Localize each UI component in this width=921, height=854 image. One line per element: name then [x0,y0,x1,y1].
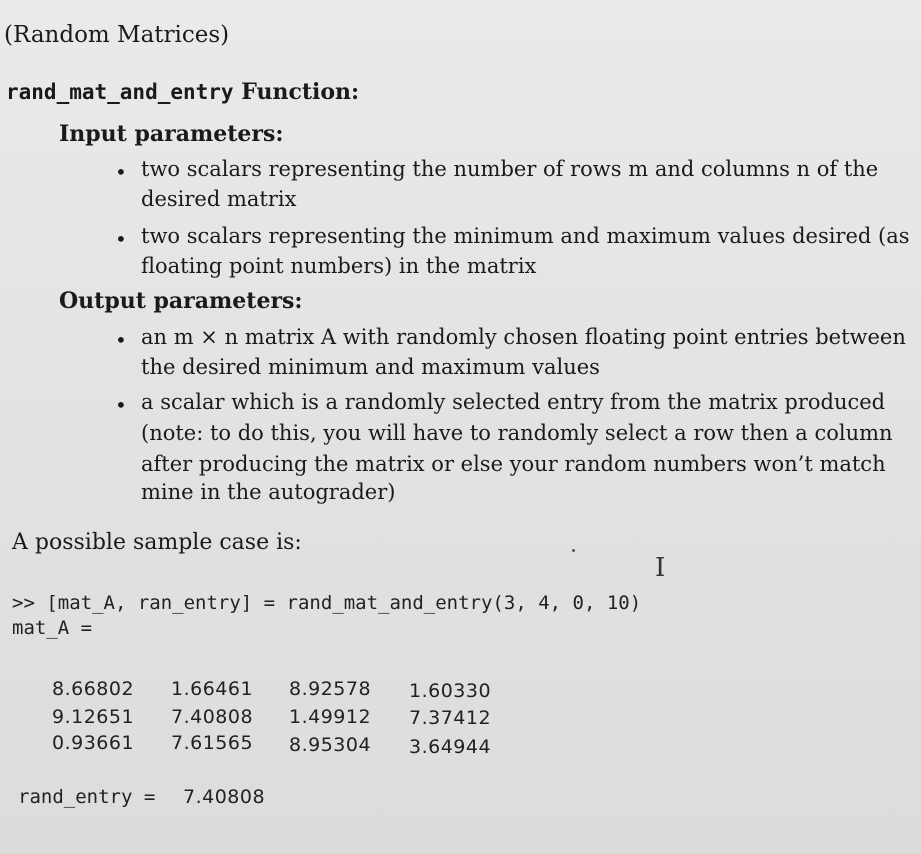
input-bullet-2-line-1: two scalars representing the minimum and maximum values desired (as [141,224,910,248]
rand-entry-value: 7.40808 [183,786,266,808]
matrix-cell: 9.12651 [52,706,135,728]
output-bullet-1-line-1: an m × n matrix A with randomly chosen floating point entries between [141,325,906,349]
output-bullet-2-line-3: after producing the matrix or else your random numbers won’t match [141,452,886,476]
matrix-label: mat_A = [12,617,93,639]
input-bullet-1-line-2: desired matrix [141,187,297,211]
matrix-cell: 1.66461 [171,678,254,700]
code-call-line: >> [mat_A, ran_entry] = rand_mat_and_entry(3, 4, 0, 10) [12,592,642,614]
text-cursor-icon: I [655,553,666,583]
output-bullet-2-line-4: mine in the autograder) [141,480,396,504]
dust-speck [572,549,575,552]
input-bullet-2-line-2: floating point numbers) in the matrix [141,254,537,278]
bullet-dot-icon: • [115,393,127,417]
output-bullet-2-line-1: a scalar which is a randomly selected entry from the matrix produced [141,390,886,414]
matrix-cell: 7.61565 [171,732,254,754]
bullet-dot-icon: • [115,227,127,251]
rand-entry-label: rand_entry = [18,786,156,808]
bullet-dot-icon: • [115,328,127,352]
sample-intro: A possible sample case is: [12,530,302,555]
matrix-cell: 8.95304 [289,734,372,756]
matrix-cell: 1.49912 [289,706,372,728]
function-name: rand_mat_and_entry [6,80,234,104]
output-heading: Output parameters: [59,288,303,314]
function-heading [6,79,359,105]
output-bullet-1-line-2: the desired minimum and maximum values [141,355,600,379]
bullet-dot-icon: • [115,160,127,184]
matrix-cell: 1.60330 [409,680,492,702]
matrix-cell: 8.92578 [289,678,372,700]
input-heading: Input parameters: [59,121,284,147]
matrix-cell: 0.93661 [52,732,135,754]
function-label: Function: [241,79,360,105]
matrix-cell: 3.64944 [409,736,492,758]
input-bullet-1-line-1: two scalars representing the number of rows m and columns n of the [141,157,879,181]
matrix-cell: 7.37412 [409,707,492,729]
section-title: (Random Matrices) [4,22,230,48]
output-bullet-2-line-2: (note: to do this, you will have to randomly select a row then a column [141,421,893,445]
matrix-cell: 8.66802 [52,678,135,700]
matrix-cell: 7.40808 [171,706,254,728]
